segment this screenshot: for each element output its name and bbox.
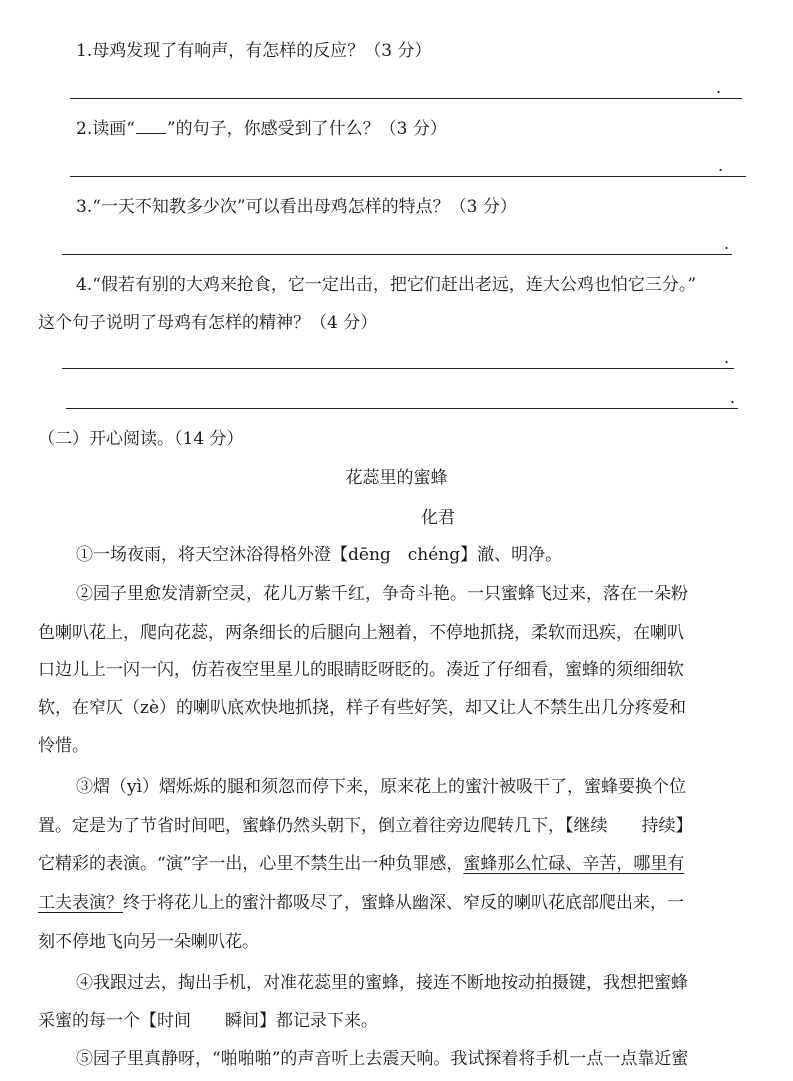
paragraph-3-line-5: 刻不停地飞向另一朵喇叭花。 — [38, 932, 259, 952]
paragraph-3-line-4-text: 终于将花儿上的蜜汁都吸尽了，蜜蜂从幽深、窄反的喇叭花底部爬出来，一 — [123, 893, 684, 913]
paragraph-2-line-2: 色喇叭花上，爬向花蕊，两条细长的后腿向上翘着，不停地抓挠，柔软而迅疾，在喇叭 — [38, 623, 684, 643]
paragraph-2-line-3: 口边儿上一闪一闪，仿若夜空里星儿的眼睛眨呀眨的。凑近了仔细看，蜜蜂的须细细软 — [38, 660, 684, 680]
question-4-line-1: 4.“假若有别的大鸡来抢食，它一定出击，把它们赶出老远，连大公鸡也怕它三分。” — [76, 275, 697, 295]
question-2-pre: 2.读画“ — [76, 119, 135, 139]
answer-dot-2: . — [718, 156, 724, 175]
question-2 — [76, 118, 447, 140]
paragraph-3-line-4 — [38, 892, 684, 914]
paragraph-2-line-4: 软，在窄仄（zè）的喇叭底欢快地抓挠，样子有些好笑，却又让人不禁生出几分疼爱和 — [38, 698, 687, 718]
answer-dot-4b: . — [730, 388, 736, 407]
answer-line-2[interactable] — [70, 176, 746, 177]
paragraph-3-line-1: ③熠（yì）熠烁烁的腿和须忽而停下来，原来花上的蜜汁被吸干了，蜜蜂要换个位 — [76, 777, 687, 797]
paragraph-2-line-5: 怜惜。 — [38, 736, 89, 756]
answer-line-3[interactable] — [62, 254, 732, 255]
underlined-sentence-part-1: 蜜蜂那么忙碌、辛苦，哪里有 — [463, 854, 685, 874]
paragraph-3-line-3 — [38, 853, 684, 875]
paragraph-3-line-2: 置。定是为了节省时间吧，蜜蜂仍然头朝下，倒立着往旁边爬转几下，【继续 持续】 — [38, 816, 693, 836]
answer-dot-1: . — [716, 78, 722, 97]
paragraph-2-line-1: ②园子里愈发清新空灵，花儿万紫千红，争奇斗艳。一只蜜蜂飞过来，落在一朵粉 — [76, 584, 688, 604]
question-1: 1.母鸡发现了有响声，有怎样的反应？（3 分） — [76, 41, 432, 61]
section-heading: （二）开心阅读。（14 分） — [38, 429, 244, 449]
paragraph-5-line-1: ⑤园子里真静呀，“啪啪啪”的声音听上去震天响。我试探着将手机一点一点靠近蜜 — [76, 1049, 689, 1069]
answer-dot-4a: . — [724, 348, 730, 367]
question-2-blank — [136, 119, 166, 134]
answer-line-1[interactable] — [70, 98, 742, 99]
paragraph-4-line-2: 采蜜的每一个【时间 瞬间】都记录下来。 — [38, 1011, 378, 1031]
answer-line-4b[interactable] — [66, 408, 738, 409]
question-3: 3.“一天不知教多少次”可以看出母鸡怎样的特点？（3 分） — [76, 197, 517, 217]
article-title: 花蕊里的蜜蜂 — [345, 468, 448, 488]
paragraph-3-line-3-text: 它精彩的表演。“演”字一出，心里不禁生出一种负罪感， — [38, 854, 464, 874]
answer-line-4a[interactable] — [62, 368, 734, 369]
paragraph-4-line-1: ④我跟过去，掏出手机，对准花蕊里的蜜蜂，接连不断地按动拍摄键，我想把蜜蜂 — [76, 973, 688, 993]
answer-dot-3: . — [724, 234, 730, 253]
underlined-sentence-part-2: 工夫表演？ — [38, 893, 123, 913]
article-author: 化君 — [421, 508, 455, 528]
question-2-post: ”的句子，你感受到了什么？（3 分） — [166, 119, 447, 139]
question-4-line-2: 这个句子说明了母鸡有怎样的精神？（4 分） — [38, 313, 378, 333]
paragraph-1: ①一场夜雨，将天空沐浴得格外澄【dēng chéng】澈、明净。 — [76, 545, 563, 565]
